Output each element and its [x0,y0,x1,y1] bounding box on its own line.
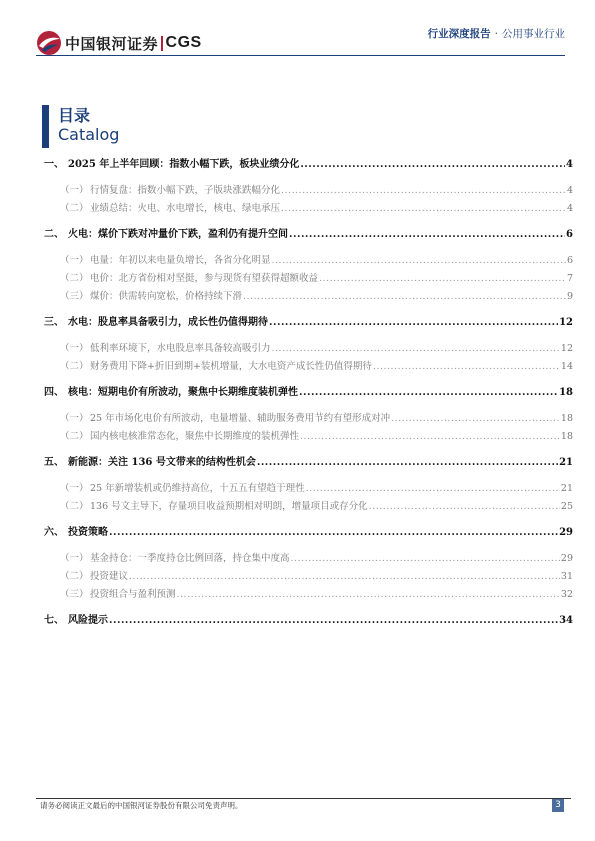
report-category [428,26,565,41]
toc-dot-leader [129,571,560,581]
toc-entry-title: 136 号文主导下，存量项目收益预期相对明朗，增量项目或存分化 [90,501,368,512]
toc-section-row[interactable] [44,358,573,372]
toc-entry-title: 行情复盘：指数小幅下跌，子版块涨跌幅分化 [90,185,281,196]
toc-entry-title: 火电：煤价下跌对冲量价下跌，盈利仍有提升空间 [68,229,288,240]
toc-chapter-row[interactable] [44,611,573,626]
page-number: 3 [552,799,564,812]
toc-dot-leader [109,615,558,625]
toc-entry-page: 6 [566,229,573,240]
toc-entry-number: 二、 [44,229,64,240]
toc-dot-leader [269,317,558,327]
toc-section-row[interactable] [44,200,573,214]
toc-entry-page: 32 [560,589,573,600]
toc-entry-number: 五、 [44,457,64,468]
toc-entry-number: （二） [60,273,89,284]
toc-section-row[interactable] [44,340,573,354]
toc-entry-title: 核电：短期电价有所波动，聚焦中长期维度装机弹性 [68,387,298,398]
toc-entry-page: 21 [560,483,573,494]
toc-entry-page: 18 [560,431,573,442]
toc-section-row[interactable] [44,550,573,564]
toc-entry-title: 水电：股息率具备吸引力，成长性仍值得期待 [68,317,268,328]
toc-entry-title: 2025 年上半年回顾：指数小幅下跌，板块业绩分化 [68,159,300,170]
toc-dot-leader [177,589,560,599]
toc-dot-leader [299,387,558,397]
page-header [36,22,565,62]
toc-entry-page: 12 [559,317,573,328]
toc-dot-leader [243,291,566,301]
toc-entry-page: 4 [566,159,573,170]
catalog-title-cn: 目录 [58,106,91,125]
logo-divider [161,36,163,51]
footer-rule [36,798,571,799]
toc-dot-leader [272,255,566,265]
toc-entry-number: （二） [60,361,89,372]
toc-entry-title: 煤价：供需转向宽松，价格持续下滑 [90,291,243,302]
header-rule [36,55,565,56]
toc-dot-leader [281,203,566,213]
toc-entry-title: 财务费用下降+折旧到期+装机增量，大水电资产成长性仍值得期待 [90,361,372,372]
logo-english-name: CGS [165,34,202,51]
toc-dot-leader [289,229,565,239]
toc-entry-number: （一） [60,553,89,564]
toc-entry-page: 18 [560,413,573,424]
toc-chapter-row[interactable] [44,155,573,170]
toc-dot-leader [257,457,558,467]
toc-entry-number: 三、 [44,317,64,328]
report-type: 行业深度报告 [427,28,491,40]
toc-entry-page: 34 [559,615,573,626]
toc-entry-page: 18 [559,387,573,398]
toc-entry-title: 电价：北方省份相对坚挺，参与现货有望获得超额收益 [90,273,319,284]
toc-entry-page: 6 [566,255,573,266]
toc-entry-page: 4 [566,185,573,196]
toc-entry-number: （二） [60,203,89,214]
toc-entry-page: 7 [566,273,573,284]
toc-entry-page: 29 [560,553,573,564]
toc-section-row[interactable] [44,586,573,600]
toc-entry-title: 低利率环境下，水电股息率具备较高吸引力 [90,343,271,354]
toc-section-row[interactable] [44,568,573,582]
toc-dot-leader [306,483,560,493]
toc-entry-number: 四、 [44,387,64,398]
toc-entry-title: 投资策略 [68,527,108,538]
galaxy-logo-icon [36,30,62,56]
toc-chapter-row[interactable] [44,313,573,328]
toc-dot-leader [291,553,560,563]
industry-name: 公用事业行业 [502,28,565,40]
toc-entry-title: 25 年市场化电价有所波动，电量增量、辅助服务费用节约有望形成对冲 [90,413,391,424]
toc-dot-leader [281,185,566,195]
footer-disclaimer: 请务必阅读正文最后的中国银河证券股份有限公司免责声明。 [40,801,243,810]
toc-dot-leader [272,343,560,353]
toc-entry-page: 4 [566,203,573,214]
toc-entry-page: 14 [560,361,573,372]
toc-entry-title: 基金持仓：一季度持仓比例回落，持仓集中度高 [90,553,290,564]
toc-entry-page: 21 [559,457,573,468]
catalog-title-en: Catalog [58,125,120,144]
toc-entry-title: 电量：年初以来电量负增长，各省分化明显 [90,255,271,266]
toc-chapter-row[interactable] [44,523,573,538]
toc-section-row[interactable] [44,498,573,512]
toc-entry-number: 六、 [44,527,64,538]
logo-chinese-name: 中国银河证券 [65,34,159,53]
toc-chapter-row[interactable] [44,453,573,468]
toc-entry-page: 25 [560,501,573,512]
toc-section-row[interactable] [44,480,573,494]
toc-entry-page: 31 [560,571,573,582]
toc-entry-page: 9 [566,291,573,302]
toc-entry-title: 风险提示 [68,615,108,626]
toc-dot-leader [369,501,560,511]
toc-dot-leader [391,413,560,423]
toc-entry-number: （一） [60,413,89,424]
toc-entry-title: 新能源：关注 136 号文带来的结构性机会 [68,457,256,468]
toc-entry-number: 七、 [44,615,64,626]
toc-dot-leader [373,361,560,371]
catalog-accent-bar [42,105,49,148]
toc-entry-title: 投资组合与盈利预测 [90,589,176,600]
toc-entry-title: 业绩总结：火电、水电增长，核电、绿电承压 [90,203,281,214]
toc-entry-number: （二） [60,571,89,582]
toc-entry-number: （一） [60,185,89,196]
toc-entry-title: 25 年新增装机或仍维持高位，十五五有望趋于理性 [90,483,305,494]
toc-dot-leader [300,431,560,441]
toc-section-row[interactable] [44,288,573,302]
toc-dot-leader [109,527,558,537]
toc-entry-number: （一） [60,483,89,494]
toc-entry-number: 一、 [44,159,64,170]
toc-entry-page: 12 [560,343,573,354]
toc-entry-number: （三） [60,589,89,600]
toc-entry-number: （一） [60,343,89,354]
toc-chapter-row[interactable] [44,383,573,398]
toc-entry-title: 投资建议 [90,571,129,582]
toc-entry-number: （一） [60,255,89,266]
company-logo [36,30,202,56]
toc-entry-page: 29 [559,527,573,538]
toc-dot-leader [300,159,565,169]
toc-entry-number: （二） [60,431,89,442]
toc-chapter-row[interactable] [44,225,573,240]
toc-section-row[interactable] [44,252,573,266]
toc-section-row[interactable] [44,428,573,442]
toc-entry-number: （三） [60,291,89,302]
toc-section-row[interactable] [44,182,573,196]
toc-section-row[interactable] [44,410,573,424]
toc-section-row[interactable] [44,270,573,284]
toc-entry-number: （二） [60,501,89,512]
header-separator: · [494,28,498,40]
toc-dot-leader [319,273,566,283]
toc-entry-title: 国内核电核准常态化，聚焦中长期维度的装机弹性 [90,431,300,442]
